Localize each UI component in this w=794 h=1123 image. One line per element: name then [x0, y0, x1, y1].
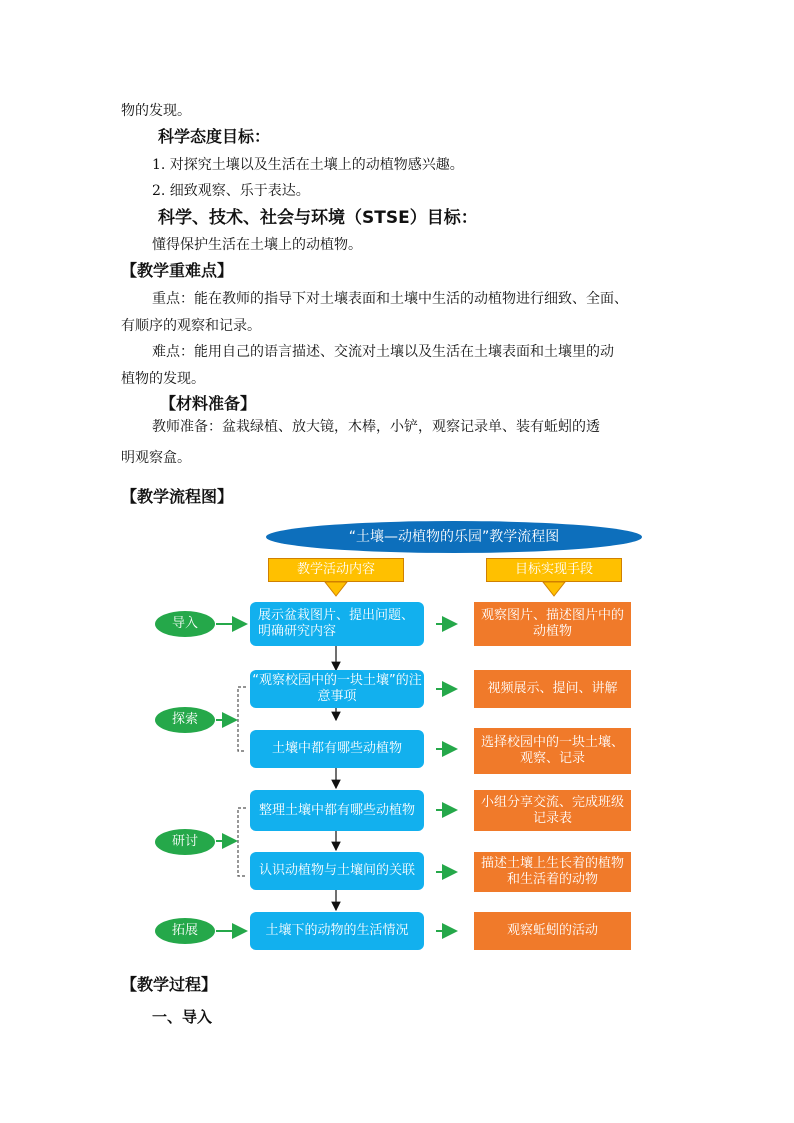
heading-key-points: 【教学重难点】 — [121, 261, 234, 280]
heading-attitude-goal: 科学态度目标： — [158, 127, 271, 146]
heading-materials: 【材料准备】 — [160, 394, 257, 413]
means-box: 观察图片、描述图片中的动植物 — [474, 602, 631, 646]
flowchart-title: “土壤—动植物的乐园”教学流程图 — [266, 521, 642, 553]
activity-box: 土壤下的动物的生活情况 — [250, 912, 424, 950]
activity-box: 土壤中都有哪些动植物 — [250, 730, 424, 768]
activity-box: “观察校园中的一块土壤”的注意事项 — [250, 670, 424, 708]
text-line: 教师准备：盆栽绿植、放大镜，木棒，小铲，观察记录单、装有蚯蚓的透 — [152, 419, 600, 435]
stage-intro: 导入 — [155, 611, 215, 637]
heading-process: 【教学过程】 — [121, 975, 218, 994]
activity-box: 认识动植物与土壤间的关联 — [250, 852, 424, 890]
column-header-activities: 教学活动内容 — [268, 558, 404, 582]
heading-flowchart: 【教学流程图】 — [121, 487, 234, 506]
text-line: 物的发现。 — [121, 103, 191, 119]
text-line: 重点：能在教师的指导下对土壤表面和土壤中生活的动植物进行细致、全面、 — [152, 291, 628, 307]
text-line: 明观察盒。 — [121, 450, 191, 466]
stage-extend: 拓展 — [155, 918, 215, 944]
heading-stse-goal: 科学、技术、社会与环境（STSE）目标： — [158, 208, 478, 228]
activity-box: 整理土壤中都有哪些动植物 — [250, 790, 424, 831]
activity-box: 展示盆栽图片、提出问题、明确研究内容 — [250, 602, 424, 646]
text-line: 懂得保护生活在土壤上的动植物。 — [152, 237, 362, 253]
means-box: 小组分享交流、完成班级记录表 — [474, 790, 631, 831]
teaching-flowchart — [150, 518, 650, 958]
text-line: 植物的发现。 — [121, 371, 205, 387]
stage-explore: 探索 — [155, 707, 215, 733]
stage-discuss: 研讨 — [155, 829, 215, 855]
means-box: 选择校园中的一块土壤、观察、记录 — [474, 728, 631, 774]
means-box: 描述土壤上生长着的植物和生活着的动物 — [474, 852, 631, 892]
means-box: 视频展示、提问、讲解 — [474, 670, 631, 708]
means-box: 观察蚯蚓的活动 — [474, 912, 631, 950]
text-line: 难点：能用自己的语言描述、交流对土壤以及生活在土壤表面和土壤里的动 — [152, 344, 614, 360]
column-header-means: 目标实现手段 — [486, 558, 622, 582]
heading-intro: 一、导入 — [152, 1008, 213, 1026]
list-item: 2. 细致观察、乐于表达。 — [152, 183, 310, 199]
text-line: 有顺序的观察和记录。 — [121, 318, 261, 334]
list-item: 1. 对探究土壤以及生活在土壤上的动植物感兴趣。 — [152, 157, 464, 173]
